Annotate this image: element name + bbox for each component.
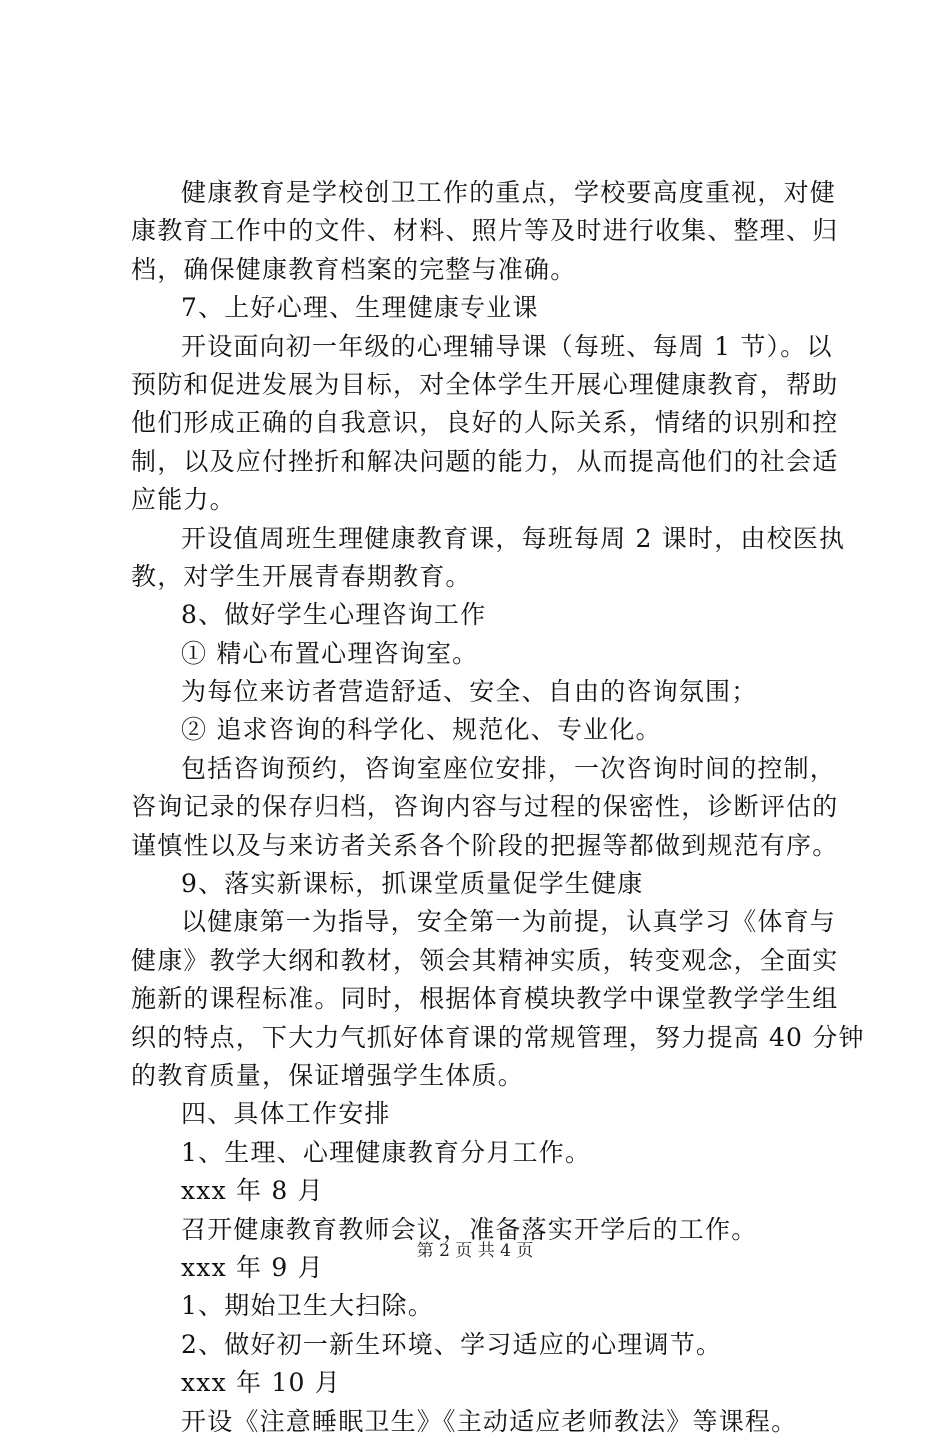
text-line: 织的特点，下大力气抓好体育课的常规管理，努力提高 40 分钟 [131, 1022, 865, 1052]
text-line: 教，对学生开展青春期教育。 [131, 561, 472, 591]
text-line: 谨慎性以及与来访者关系各个阶段的把握等都做到规范有序。 [131, 830, 839, 860]
text-line: 预防和促进发展为目标，对全体学生开展心理健康教育，帮助 [131, 369, 839, 399]
text-line: 2、做好初一新生环境、学习适应的心理调节。 [181, 1329, 723, 1359]
text-line: xxx 年 8 月 [181, 1176, 324, 1206]
text-line: 8、做好学生心理咨询工作 [181, 600, 487, 630]
text-line: 的教育质量，保证增强学生体质。 [131, 1060, 525, 1090]
text-line: 他们形成正确的自我意识，良好的人际关系，情绪的识别和控 [131, 408, 839, 438]
text-line: 包括咨询预约，咨询室座位安排，一次咨询时间的控制， [181, 753, 837, 783]
text-line: 应能力。 [131, 485, 236, 515]
text-line: 健康》教学大纲和教材，领会其精神实质，转变观念，全面实 [131, 945, 839, 975]
text-line: ② 追求咨询的科学化、规范化、专业化。 [181, 715, 662, 745]
text-line: 健康教育是学校创卫工作的重点，学校要高度重视，对健 [181, 178, 837, 207]
text-line: 7、上好心理、生理健康专业课 [181, 293, 539, 323]
text-line: 康教育工作中的文件、材料、照片等及时进行收集、整理、归 [131, 216, 839, 246]
text-line: 开设面向初一年级的心理辅导课（每班、每周 1 节）。以 [181, 331, 833, 361]
text-line: 施新的课程标准。同时，根据体育模块教学中课堂教学学生组 [131, 984, 839, 1014]
text-line: 四、具体工作安排 [181, 1099, 391, 1129]
text-line: 召开健康教育教师会议，准备落实开学后的工作。 [181, 1214, 758, 1244]
text-line: xxx 年 10 月 [181, 1368, 341, 1398]
text-line: 1、期始卫生大扫除。 [181, 1291, 434, 1321]
text-line: ① 精心布置心理咨询室。 [181, 638, 479, 668]
text-line: 开设《注意睡眠卫生》《主动适应老师教法》等课程。 [181, 1406, 798, 1436]
text-line: 以健康第一为指导，安全第一为前提，认真学习《体育与 [181, 907, 837, 937]
text-line: xxx 年 9 月 [181, 1252, 324, 1282]
text-line: 9、落实新课标，抓课堂质量促学生健康 [181, 869, 644, 899]
text-line: 1、生理、心理健康教育分月工作。 [181, 1137, 592, 1167]
text-line: 档，确保健康教育档案的完整与准确。 [131, 254, 577, 284]
text-line: 制，以及应付挫折和解决问题的能力，从而提高他们的社会适 [131, 446, 839, 476]
text-line: 开设值周班生理健康教育课，每班每周 2 课时，由校医执 [181, 523, 846, 553]
page-footer: 第 2 页 共 4 页 [416, 1241, 534, 1261]
text-line: 咨询记录的保存归档，咨询内容与过程的保密性，诊断评估的 [131, 792, 839, 822]
text-line: 为每位来访者营造舒适、安全、自由的咨询氛围； [181, 677, 758, 707]
